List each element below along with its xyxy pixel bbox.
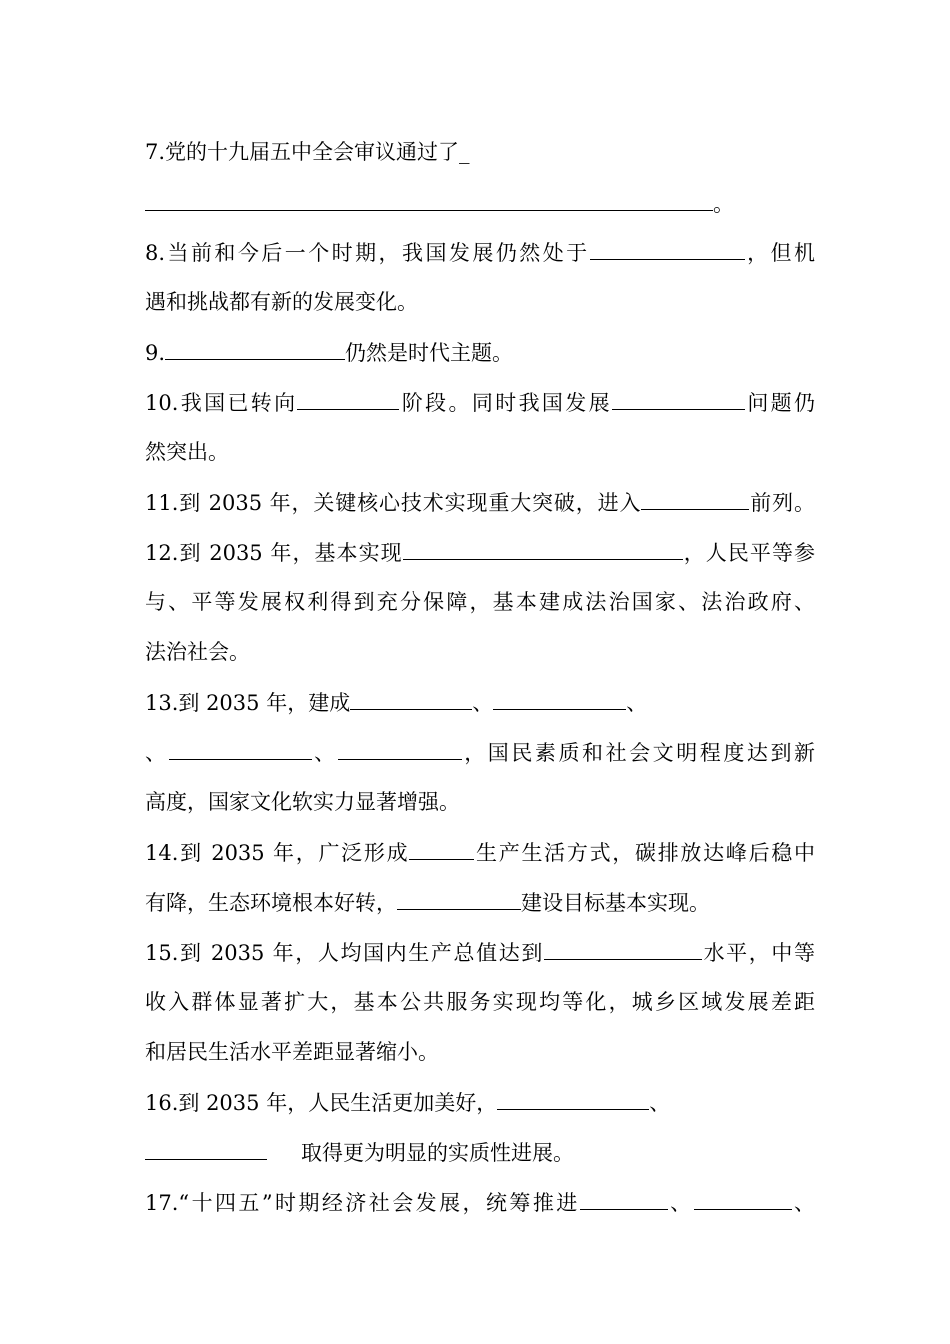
answer-blank[interactable] bbox=[165, 337, 345, 360]
question-10 bbox=[145, 387, 815, 417]
question-text: 、 bbox=[472, 691, 494, 715]
question-text: 有降，生态环境根本好转， bbox=[145, 891, 397, 915]
question-17 bbox=[145, 1187, 815, 1217]
question-11 bbox=[145, 487, 815, 517]
question-7-answer-line bbox=[145, 188, 815, 218]
answer-blank[interactable] bbox=[397, 887, 521, 910]
question-text: 10.我国已转向 bbox=[145, 391, 298, 415]
question-12 bbox=[145, 537, 815, 567]
question-text: 。 bbox=[713, 192, 734, 216]
answer-blank[interactable] bbox=[403, 537, 683, 560]
question-8-continued bbox=[145, 287, 815, 317]
question-7 bbox=[145, 137, 815, 167]
question-text: 、 bbox=[626, 691, 648, 715]
answer-blank[interactable] bbox=[590, 237, 745, 260]
answer-blank[interactable] bbox=[694, 1187, 792, 1210]
question-text: 前列。 bbox=[749, 491, 815, 515]
answer-blank[interactable] bbox=[145, 188, 713, 211]
question-text: 11.到 2035 年，关键核心技术实现重大突破，进入 bbox=[145, 491, 642, 515]
question-text: 法治社会。 bbox=[145, 640, 250, 664]
answer-blank[interactable] bbox=[297, 387, 399, 410]
question-text: ，国民素质和社会文明程度达到新 bbox=[461, 741, 816, 765]
question-13-continued bbox=[145, 787, 815, 817]
question-text: 生产生活方式，碳排放达峰后稳中 bbox=[474, 841, 815, 865]
answer-blank[interactable] bbox=[338, 737, 462, 760]
answer-blank[interactable] bbox=[409, 837, 474, 860]
question-13 bbox=[145, 687, 815, 717]
question-10-continued bbox=[145, 437, 815, 467]
question-text: 然突出。 bbox=[145, 440, 229, 464]
question-12-continued bbox=[145, 587, 815, 617]
question-text: 12.到 2035 年，基本实现 bbox=[145, 541, 403, 565]
question-text: 和居民生活水平差距显著缩小。 bbox=[145, 1040, 439, 1064]
question-text: 、 bbox=[791, 1191, 816, 1215]
question-text: 高度，国家文化软实力显著增强。 bbox=[145, 790, 460, 814]
question-text: 与、平等发展权利得到充分保障，基本建成法治国家、法治政府、 bbox=[145, 590, 815, 614]
question-text: 16.到 2035 年，人民生活更加美好， bbox=[145, 1091, 498, 1115]
question-15-continued bbox=[145, 1037, 815, 1067]
question-12-continued bbox=[145, 637, 815, 667]
question-text: 、 bbox=[311, 741, 338, 765]
question-14-continued bbox=[145, 887, 815, 917]
question-15 bbox=[145, 937, 815, 967]
question-15-continued bbox=[145, 987, 815, 1017]
question-text: 9. bbox=[145, 341, 166, 365]
question-text: 、 bbox=[667, 1191, 694, 1215]
question-14 bbox=[145, 837, 815, 867]
question-text: 水平，中等 bbox=[701, 941, 815, 965]
question-text: 仍然是时代主题。 bbox=[345, 341, 514, 365]
answer-blank[interactable] bbox=[641, 487, 749, 510]
question-text: 8.当前和今后一个时期，我国发展仍然处于 bbox=[145, 241, 590, 265]
answer-blank[interactable] bbox=[169, 737, 312, 760]
question-text: 阶段。同时我国发展 bbox=[399, 391, 612, 415]
question-13-continued bbox=[145, 737, 815, 767]
answer-blank[interactable] bbox=[544, 937, 702, 960]
question-16 bbox=[145, 1087, 815, 1117]
question-text: 17.“十四五”时期经济社会发展，统筹推进 bbox=[145, 1191, 580, 1215]
question-text: 、 bbox=[649, 1091, 671, 1115]
question-text: ，但机 bbox=[744, 241, 815, 265]
question-text: 13.到 2035 年，建成 bbox=[145, 691, 351, 715]
question-text: 问题仍 bbox=[744, 391, 816, 415]
question-text: 14.到 2035 年，广泛形成 bbox=[145, 841, 410, 865]
question-text: 遇和挑战都有新的发展变化。 bbox=[145, 290, 418, 314]
question-text: 、 bbox=[145, 741, 169, 765]
question-9 bbox=[145, 337, 815, 367]
question-text: 取得更为明显的实质性进展。 bbox=[301, 1141, 574, 1165]
question-text: 15.到 2035 年，人均国内生产总值达到 bbox=[145, 941, 544, 965]
answer-blank[interactable] bbox=[612, 387, 745, 410]
answer-blank[interactable] bbox=[497, 1087, 649, 1110]
question-8 bbox=[145, 237, 815, 267]
answer-blank[interactable] bbox=[145, 1137, 267, 1160]
question-text: 建设目标基本实现。 bbox=[521, 891, 710, 915]
question-text: 收入群体显著扩大，基本公共服务实现均等化，城乡区域发展差距 bbox=[145, 990, 815, 1014]
question-text: ，人民平等参 bbox=[682, 541, 816, 565]
answer-blank[interactable] bbox=[350, 687, 472, 710]
question-text: 7.党的十九届五中全会审议通过了_ bbox=[145, 140, 470, 164]
question-16-continued bbox=[145, 1137, 815, 1167]
answer-blank[interactable] bbox=[493, 687, 626, 710]
answer-blank[interactable] bbox=[580, 1187, 668, 1210]
